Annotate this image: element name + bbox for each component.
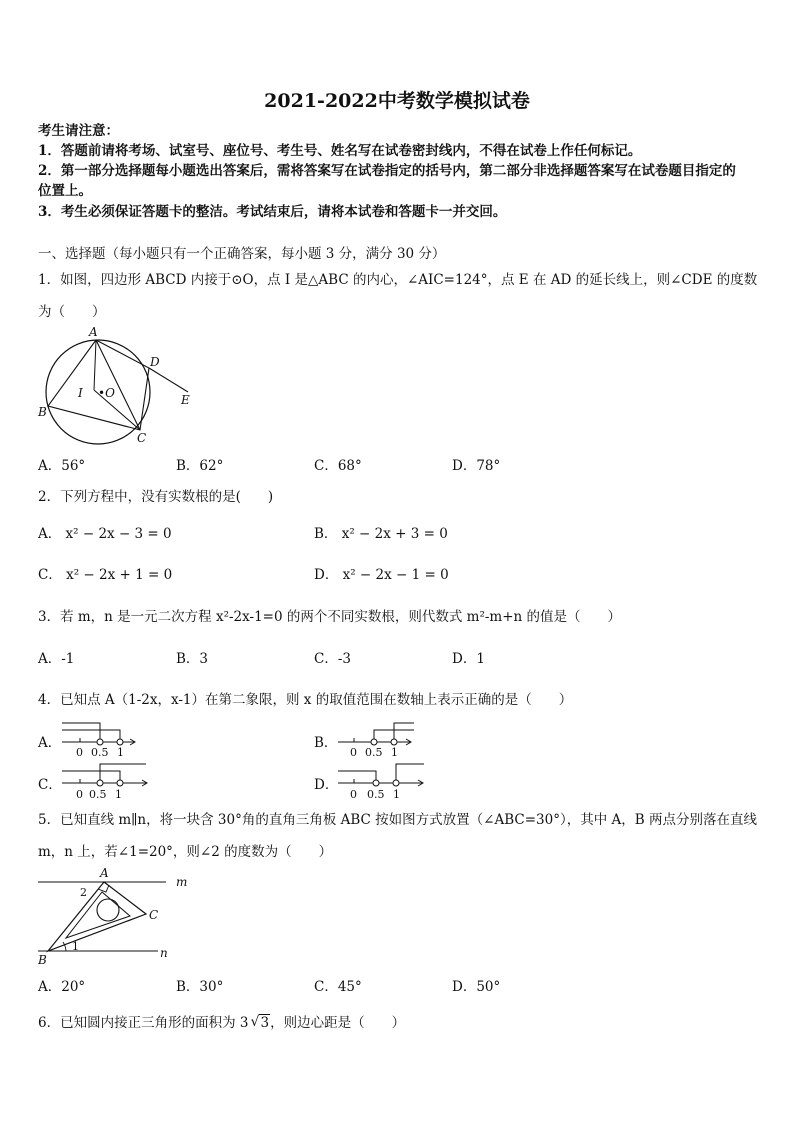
q1-option-d: D．78°: [452, 458, 501, 474]
q4a-tick-05: 0.5: [91, 746, 109, 759]
q3-option-b: B．3: [176, 651, 209, 667]
q5-label-n: n: [160, 946, 168, 960]
q5-option-c: C．45°: [314, 979, 362, 995]
q4c-tick-05: 0.5: [89, 788, 107, 801]
q1-label-c: C: [137, 431, 147, 445]
q1-stem-line1: 1．如图，四边形 ABCD 内接于⊙O，点 I 是△ABC 的内心，∠AIC=124°，点 E 在 AD 的延长线上，则∠CDE 的度数: [38, 272, 758, 288]
q6-radical: [250, 1013, 270, 1033]
q4-option-b-numberline: [336, 720, 416, 760]
q4-option-d-letter: D．: [314, 777, 339, 793]
section-heading: 一、选择题（每小题只有一个正确答案，每小题 3 分，满分 30 分）: [38, 246, 446, 262]
q5-label-a: A: [100, 866, 109, 880]
q4b-tick-05: 0.5: [365, 746, 383, 759]
q5-label-angle2: 2: [80, 886, 87, 899]
q2-option-a: A． x² − 2x − 3 = 0: [38, 526, 172, 542]
q5-stem-line1: 5．已知直线 m∥n，将一块含 30°角的直角三角板 ABC 按如图方式放置（∠ABC=30°），其中 A，B 两点分别落在直线: [38, 812, 757, 828]
q2-option-d: D． x² − 2x − 1 = 0: [314, 567, 449, 583]
q4a-tick-1: 1: [117, 746, 124, 759]
notice-item-3: 3．考生必须保证答题卡的整洁。考试结束后，请将本试卷和答题卡一并交回。: [38, 204, 507, 220]
q2-option-b: B． x² − 2x + 3 = 0: [314, 526, 448, 542]
notice-item-2: 2．第一部分选择题每小题选出答案后，需将答案写在试卷指定的括号内，第二部分非选择题答案写在试卷题目指定的: [38, 163, 736, 179]
q1-label-e: E: [181, 393, 190, 407]
q4d-tick-05: 0.5: [367, 788, 385, 801]
notice-item-1: 1．答题前请将考场、试室号、座位号、考生号、姓名写在试卷密封线内，不得在试卷上作任何标记。: [38, 143, 642, 159]
q4-option-a-numberline: [60, 720, 140, 760]
q1-option-c: C．68°: [314, 458, 362, 474]
q3-option-a: A．-1: [38, 651, 75, 667]
q2-option-c: C． x² − 2x + 1 = 0: [38, 567, 173, 583]
q5-triangle: [48, 882, 146, 951]
q5-angle1-arc: [63, 942, 66, 951]
q4c-tick-1: 1: [115, 788, 122, 801]
q1-extension-de: [149, 368, 188, 392]
q6-stem: [38, 1013, 405, 1033]
q1-option-b: B．62°: [176, 458, 224, 474]
q1-label-o: •O: [98, 386, 115, 400]
q6-stem-b: ，则边心距是（ ）: [270, 1015, 406, 1031]
q2-stem: 2．下列方程中，没有实数根的是( ): [38, 489, 274, 505]
q4b-tick-1: 1: [391, 746, 398, 759]
q5-label-b: B: [38, 953, 47, 967]
q3-option-c: C．-3: [314, 651, 351, 667]
q4c-tick-0: 0: [76, 788, 83, 801]
q5-label-m: m: [176, 875, 188, 889]
q4-option-d-numberline: [336, 761, 428, 801]
notice-item-2-cont: 位置上。: [38, 183, 92, 199]
q1-stem-line2: 为（ ）: [38, 304, 106, 320]
q4b-tick-0: 0: [350, 746, 357, 759]
q1-label-b: B: [38, 405, 47, 419]
q6-radicand: 3: [260, 1015, 270, 1031]
q4-stem: 4．已知点 A（1-2x，x-1）在第二象限，则 x 的取值范围在数轴上表示正确的是（ ）: [38, 692, 573, 708]
q5-label-angle1: 1: [72, 940, 79, 953]
sqrt-icon: √: [250, 1014, 260, 1030]
q1-label-i: I: [78, 386, 83, 400]
q4d-tick-1: 1: [393, 788, 400, 801]
page-title: 2021-2022中考数学模拟试卷: [264, 90, 530, 112]
q1-option-a: A．56°: [38, 458, 86, 474]
q4-option-c-numberline: [60, 761, 152, 801]
q3-stem: 3．若 m，n 是一元二次方程 x²-2x-1=0 的两个不同实数根，则代数式 m²-m+n 的值是（ ）: [38, 609, 622, 625]
q5-option-a: A．20°: [38, 979, 86, 995]
q5-figure: [36, 864, 196, 968]
q5-hole: [97, 899, 119, 921]
q4-option-b-letter: B．: [314, 735, 338, 751]
q4-option-c-letter: C．: [38, 777, 62, 793]
q3-option-d: D．1: [452, 651, 485, 667]
q1-label-a: A: [89, 325, 98, 339]
q5-option-b: B．30°: [176, 979, 224, 995]
q6-stem-a: 6．已知圆内接正三角形的面积为 3: [38, 1015, 249, 1031]
q4-option-a-letter: A．: [38, 735, 62, 751]
q1-figure: [36, 324, 206, 448]
q4d-tick-0: 0: [350, 788, 357, 801]
q4a-tick-0: 0: [76, 746, 83, 759]
notice-heading: 考生请注意：: [38, 123, 119, 139]
q5-right-angle-mark: [98, 885, 109, 892]
q1-label-d: D: [150, 355, 160, 369]
q5-stem-line2: m，n 上，若∠1=20°，则∠2 的度数为（ ）: [38, 844, 333, 860]
q1-segment-ai: [94, 340, 96, 390]
q5-label-c: C: [149, 908, 159, 922]
q5-option-d: D．50°: [452, 979, 501, 995]
